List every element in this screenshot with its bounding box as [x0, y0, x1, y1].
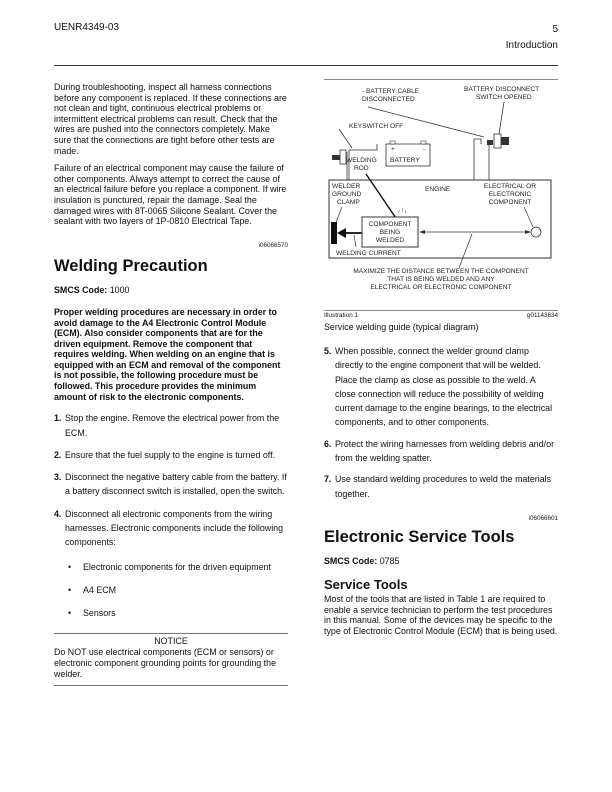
step-number: 7. [324, 474, 332, 485]
electrical-component-icon [531, 227, 541, 237]
step-number: 5. [324, 346, 332, 356]
battery-plus-label: + [391, 146, 395, 153]
graphic-id: g01143634 [526, 312, 558, 319]
step-number: 3. [54, 472, 62, 483]
disconnect-switch-knob [501, 137, 509, 145]
document-number: UENR4349-03 [54, 22, 120, 33]
component-welded-label-3: WELDED [375, 237, 405, 244]
step-text: Protect the wiring harnesses from welding debris and/or from the welding spatter. [335, 438, 555, 464]
smcs-value: 0785 [377, 555, 400, 566]
smcs-code [54, 285, 288, 296]
step-number: 1. [54, 413, 62, 424]
section-name: Introduction [505, 40, 558, 51]
bullet-text: Sensors [83, 608, 116, 619]
step-item [54, 411, 288, 440]
welding-current-label: WELDING CURRENT [336, 250, 401, 257]
component-welded-label-2: BEING [379, 229, 401, 236]
step-text: Ensure that the fuel supply to the engine is turned off. [65, 449, 276, 460]
bullet-icon: • [68, 561, 72, 572]
battery-minus-label: - [423, 146, 426, 153]
bullet-item [65, 606, 288, 620]
welding-intro-paragraph: Proper welding procedures are necessary in order to avoid damage to the A4 Electronic Control Module (ECM). Also consider components that are for the driven equipment. Remove the component that requires welding. When welding on an engine that is equipped with an ECM and removal of the component is not possible, the following procedure must be followed. This procedure provides the minimum amount of risk to the electronic components. [54, 306, 281, 402]
notice-text: Do NOT use electrical components (ECM or sensors) or electronic component grounding points for grounding the welder. [54, 647, 277, 679]
cable-leader-line [368, 107, 484, 137]
disconnect-switch-label-2: SWITCH OPENED [476, 94, 532, 101]
battery-terminal-negative [421, 141, 426, 144]
figure-caption-divider [324, 310, 558, 311]
disconnect-switch-terminal [487, 140, 493, 145]
paragraph-harness-inspection: During troubleshooting, inspect all harness connections before any component is replaced. If these connections are not clean and tight, continuous electrical problems or intermittent electrical problems can result. Check that the wires are pushed into the connectors completely. Make sure that the connections are tight before other tests are made. [54, 82, 287, 156]
illustration-label: Illustration 1 [324, 312, 358, 319]
right-column [324, 344, 558, 643]
keyswitch-leader-line [339, 129, 352, 148]
bullet-item [65, 560, 288, 574]
welding-steps-list [54, 411, 288, 620]
step-item [54, 470, 288, 499]
smcs-label: SMCS Code: [324, 555, 378, 566]
ground-clamp-icon [331, 222, 337, 244]
bullet-text: A4 ECM [83, 584, 117, 595]
step-text: Disconnect the negative battery cable from the battery. If a battery disconnect switch is installed, open the switch. [65, 472, 287, 497]
bullet-text: Electronic components for the driven equipment [83, 561, 271, 572]
header-divider [54, 65, 558, 66]
bullet-icon: • [68, 584, 72, 595]
service-tools-paragraph: Most of the tools that are listed in Table 1 are required to enable a service technician to perform the test procedures in this manual. Some of the devices may be specific to the type of Electronic Control Module (ECM) that is being used. [324, 593, 558, 636]
reference-id: i06066570 [258, 241, 288, 249]
page-number: 5 [552, 24, 558, 35]
figure-top-divider [324, 79, 558, 80]
step-item [54, 448, 288, 462]
maximize-label-3: ELECTRICAL OR ELECTRONIC COMPONENT [370, 284, 512, 291]
component-welded-label-1: COMPONENT [368, 221, 412, 228]
subheading-service-tools: Service Tools [324, 576, 408, 592]
component-bullet-list [65, 560, 288, 621]
step-text: Disconnect all electronic components from the wiring harnesses. Electronic components include the following components: [65, 508, 284, 548]
step-text: Use standard welding procedures to weld the materials together. [335, 474, 552, 499]
ground-clamp-label-1: WELDER [332, 183, 361, 190]
electrical-component-label-3: COMPONENT [488, 199, 532, 206]
electrical-component-label-1: ELECTRICAL OR [483, 183, 537, 190]
welding-current-arrow [337, 228, 346, 238]
clamp-leader [336, 207, 342, 222]
step-item [324, 344, 558, 430]
weld-spark-icon [398, 208, 406, 213]
page-header-right [506, 22, 558, 54]
section-heading-service-tools: Electronic Service Tools [324, 527, 515, 546]
disconnect-switch-label-1: BATTERY DISCONNECT [464, 86, 540, 93]
keyswitch-icon [332, 155, 340, 160]
step-text: Stop the engine. Remove the electrical power from the ECM. [65, 413, 280, 438]
ground-clamp-label-2: GROUND [332, 191, 362, 198]
ground-clamp-label-3: CLAMP [337, 199, 360, 206]
step-number: 6. [324, 438, 332, 449]
welding-diagram [324, 82, 558, 297]
welding-rod-label-1: WELDING [346, 157, 377, 164]
distance-arrow-right [525, 230, 531, 234]
battery-terminal-positive [390, 141, 395, 144]
battery-negative-wire [474, 139, 481, 180]
disconnect-switch-icon [494, 134, 501, 148]
step-number: 4. [54, 508, 62, 519]
engine-label: ENGINE [425, 186, 451, 193]
reference-id: i06066601 [528, 514, 558, 522]
maximize-leader [459, 234, 472, 268]
distance-arrow-left [419, 230, 425, 234]
section-heading-welding: Welding Precaution [54, 257, 208, 276]
smcs-value: 1000 [107, 285, 130, 296]
welding-diagram-svg [324, 82, 558, 297]
battery-cable-label-1: - BATTERY CABLE [362, 88, 420, 95]
keyswitch-label: KEYSWITCH OFF [349, 123, 404, 130]
smcs-label: SMCS Code: [54, 285, 108, 296]
figure-caption: Service welding guide (typical diagram) [324, 322, 479, 332]
electrical-component-label-2: ELECTRONIC [488, 191, 532, 198]
component-leader [524, 207, 533, 227]
smcs-code [324, 556, 558, 566]
notice-title: NOTICE [154, 636, 188, 646]
maximize-label-1: MAXIMIZE THE DISTANCE BETWEEN THE COMPONENT [353, 268, 529, 275]
switch-leader-line [499, 102, 504, 134]
step-number: 2. [54, 449, 62, 460]
battery-label: BATTERY [390, 157, 420, 164]
step-text: When possible, connect the welder ground clamp directly to the engine component that will be welded. Place the clamp as close as possible to the weld. A close connection will reduce the possibility of welding current damage to the engine bearings, to the electrical components, and to other components. [335, 346, 553, 428]
step-item [324, 437, 558, 466]
step-item [324, 472, 558, 501]
maximize-label-2: THAT IS BEING WELDED AND ANY [387, 276, 495, 283]
notice-box [54, 633, 288, 686]
step-item [54, 507, 288, 621]
welding-steps-list-continued [324, 344, 558, 501]
paragraph-component-failure: Failure of an electrical component may cause the failure of other components. Always attempt to correct the cause of an electrical failure before you replace a component. If wire insulation is punctured, repair the damage. Seal the damaged wires with 8T-0065 Silicone Sealant. Cover the sealant with two layers of 1P-0810 Electrical Tape. [54, 163, 287, 227]
welding-rod-label-2: ROD [354, 165, 369, 172]
bullet-icon: • [68, 608, 72, 619]
left-column [54, 82, 288, 630]
bullet-item [65, 583, 288, 597]
welding-current-leader [354, 235, 356, 247]
battery-cable-label-2: DISCONNECTED [362, 96, 415, 103]
